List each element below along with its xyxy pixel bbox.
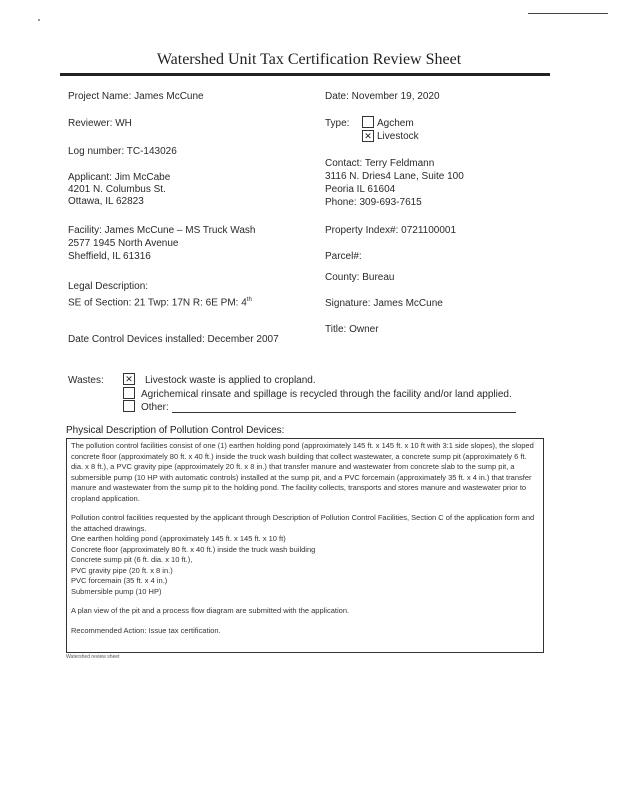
wastes-other-blank-line [172,412,516,413]
parcel: Parcel#: [325,251,362,262]
wastes-agrichemical-label: Agrichemical rinsate and spillage is recycled through the facility and/or land applied. [141,389,512,400]
applicant-street: 4201 N. Columbus St. [68,184,166,195]
applicant-city: Ottawa, IL 62823 [68,196,144,207]
signature: Signature: James McCune [325,298,443,309]
physical-item: One earthen holding pond (approximately 145 ft. x 145 ft. x 10 ft) [71,534,286,543]
wastes-other-checkbox[interactable] [123,400,135,412]
physical-item: PVC gravity pipe (20 ft. x 8 in.) [71,565,173,575]
facility-city: Sheffield, IL 61316 [68,251,151,262]
contact-street: 3116 N. Dries4 Lane, Suite 100 [325,171,464,182]
page-title: Watershed Unit Tax Certification Review Sheet [156,51,462,68]
footer-note: Watershed review sheet [66,654,120,660]
physical-item: Concrete sump pit (6 ft. dia. x 10 ft.), [71,555,193,564]
facility-street: 2577 1945 North Avenue [68,238,179,249]
contact-phone: Phone: 309-693-7615 [325,197,422,208]
title-rule [60,73,550,76]
log-number: Log number: TC-143026 [68,146,177,157]
contact-city: Peoria IL 61604 [325,184,396,195]
review-date: Date: November 19, 2020 [325,91,440,102]
physical-paragraph-3: A plan view of the pit and a process flow diagram are submitted with the application. [71,606,350,615]
top-edge-rule [528,13,608,14]
type-agchem-checkbox[interactable] [362,116,374,128]
wastes-agrichemical-checkbox[interactable] [123,387,135,399]
date-installed: Date Control Devices installed: December 2007 [68,334,279,345]
wastes-livestock-checkbox[interactable] [123,373,135,385]
project-name: Project Name: James McCune [68,91,204,102]
recommended-action: Recommended Action: Issue tax certification. [71,625,221,635]
legal-description-value: SE of Section: 21 Twp: 17N R: 6E PM: 4th [68,297,252,309]
facility-name: Facility: James McCune – MS Truck Wash [68,225,256,236]
physical-item: PVC forcemain (35 ft. x 4 in.) [71,576,168,585]
physical-item: Submersible pump (10 HP) [71,586,162,596]
physical-paragraph-1: The pollution control facilities consist of one (1) earthen holding pond (approximately 145 ft. x 145 ft. x 10 ft with 3:1 side slopes), the sloped concrete floor (approximately 80 ft. x 40 ft.) inside the truck wash building that collect wastewater, a concrete sump pit (approximately 6 ft. dia. x 8 ft.), a PVC gravity pipe (approximately 20 ft. x 8 in.) that transfer manure and wastewater from concrete slab to the sump pit, a submersible pump (10 HP with automatic controls) installed at the sump pit, and a PVC forcemain (approximately 35 ft. x 4 in.) that transfer manure and wastewater from the sump pit to the holding pond. The facility collects, transports and stores manure and wastewater prior to cropland application. [71,441,534,503]
applicant-name: Applicant: Jim McCabe [68,172,171,183]
wastes-livestock-label: Livestock waste is applied to cropland. [145,375,316,386]
physical-description-title: Physical Description of Pollution Control Devices: [66,425,285,436]
physical-item: Concrete floor (approximately 80 ft. x 40 ft.) inside the truck wash building [71,544,316,554]
property-index: Property Index#: 0721100001 [325,225,457,236]
county: County: Bureau [325,272,395,283]
wastes-label: Wastes: [68,375,104,386]
physical-description-panel [66,438,544,653]
legal-description-label: Legal Description: [68,281,149,292]
physical-paragraph-2: Pollution control facilities requested by the applicant through Description of Pollution Control Facilities, Section C of the application form and the attached drawings. [71,513,535,533]
title-field: Title: Owner [325,324,379,335]
type-livestock-label: Livestock [377,131,419,142]
wastes-other-label: Other: [141,402,169,413]
type-label: Type: [325,118,350,129]
scan-speck [38,19,40,21]
type-agchem-label: Agchem [377,118,414,129]
reviewer: Reviewer: WH [68,118,132,129]
contact-name: Contact: Terry Feldmann [325,158,435,169]
type-livestock-checkbox[interactable] [362,130,374,142]
